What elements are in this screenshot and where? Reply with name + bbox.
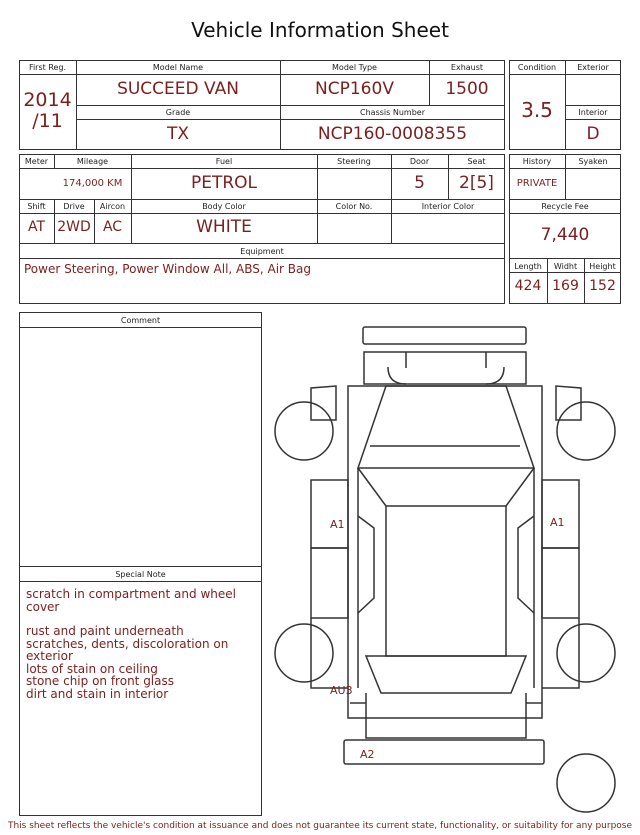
drive-value: 2WD: [57, 219, 91, 235]
length-value: 424: [514, 278, 542, 294]
special-note-label: Special Note: [115, 570, 166, 579]
first-reg-month: /11: [32, 110, 63, 132]
steering-label: Steering: [337, 157, 371, 166]
door-label: Door: [409, 157, 430, 166]
right-front-door: [542, 480, 579, 548]
syaken-label: Syaken: [578, 157, 608, 166]
fuel-value: PETROL: [190, 173, 258, 193]
exhaust-value: 1500: [445, 79, 489, 99]
special-note-line: exterior: [26, 649, 73, 663]
history-label: History: [522, 157, 552, 166]
chassis-number-label: Chassis Number: [360, 108, 425, 117]
roof: [386, 506, 506, 656]
interior-value: D: [586, 124, 600, 144]
recycle-fee-label: Recycle Fee: [541, 202, 589, 211]
left-front-door: [311, 480, 348, 548]
pillar-lines: [358, 468, 534, 688]
car-damage-diagram: [266, 318, 626, 818]
equipment-label: Equipment: [240, 247, 284, 256]
back-door: [366, 693, 526, 738]
height-value: 152: [589, 278, 616, 294]
special-note-line: scratches, dents, discoloration on: [26, 636, 229, 651]
rear-quarters: [311, 618, 579, 688]
side-windows: [358, 516, 534, 613]
mileage-label: Mileage: [76, 157, 109, 166]
height-label: Height: [589, 262, 616, 271]
condition-label: Condition: [517, 63, 557, 72]
grille-lines: [406, 352, 486, 368]
drive-label: Drive: [63, 202, 85, 211]
rear-glass: [366, 656, 526, 693]
seat-label: Seat: [467, 157, 486, 166]
right-rear-wheel: [557, 624, 615, 682]
right-front-wheel: [557, 402, 615, 460]
left-front-wheel: [275, 402, 333, 460]
meter-label: Meter: [24, 157, 49, 166]
body-color-value: WHITE: [196, 217, 252, 237]
seat-value: 2[5]: [459, 173, 494, 193]
shift-label: Shift: [27, 202, 46, 211]
front-glass: [358, 468, 534, 506]
body-color-label: Body Color: [202, 202, 246, 211]
special-note-line: scratch in compartment and wheel cover: [26, 587, 236, 614]
shift-value: AT: [27, 219, 46, 235]
body-outline: [348, 386, 542, 718]
special-note-line: lots of stain on ceiling: [26, 661, 158, 676]
chassis-number-value: NCP160-0008355: [317, 124, 468, 144]
first-reg-year: 2014: [23, 89, 72, 111]
door-value: 5: [414, 173, 425, 193]
special-note-line: stone chip on front glass: [26, 674, 175, 688]
model-name-value: SUCCEED VAN: [117, 79, 239, 99]
damage-mark-left-rear: AU3: [330, 684, 353, 697]
history-value: PRIVATE: [516, 178, 558, 189]
interior-label: Interior: [578, 108, 608, 117]
disclaimer-footer: This sheet reflects the vehicle's condition at issuance and does not guarantee its current state, functionality, or suitability for any purpose: [7, 821, 633, 831]
color-no-label: Color No.: [335, 202, 373, 211]
special-note-list: [26, 588, 258, 700]
right-rear-door: [542, 548, 579, 618]
comment-label: Comment: [120, 316, 161, 325]
left-front-fender: [311, 386, 336, 420]
condition-value: 3.5: [521, 98, 553, 122]
grade-value: TX: [166, 124, 190, 144]
first-reg-label: First Reg.: [28, 63, 67, 72]
damage-mark-rear-bumper: A2: [360, 748, 375, 761]
left-rear-wheel: [275, 624, 333, 682]
equipment-value: Power Steering, Power Window All, ABS, Air Bag: [24, 262, 312, 276]
fuel-label: Fuel: [215, 157, 233, 166]
special-note-line: dirt and stain in interior: [26, 686, 169, 701]
model-name-label: Model Name: [152, 63, 204, 72]
page-title: Vehicle Information Sheet: [191, 18, 449, 42]
width-value: 169: [552, 278, 579, 294]
length-label: Length: [514, 262, 542, 271]
damage-mark-left-side: A1: [330, 518, 345, 531]
windshield-area: [358, 386, 534, 468]
aircon-value: AC: [102, 219, 123, 235]
interior-color-label: Interior Color: [421, 202, 475, 211]
special-note-line: rust and paint underneath: [26, 624, 184, 638]
width-label: Widht: [553, 262, 578, 271]
grade-label: Grade: [165, 108, 191, 117]
left-rear-door: [311, 548, 348, 618]
model-type-label: Model Type: [332, 63, 377, 72]
headlights: [388, 367, 504, 384]
model-type-value: NCP160V: [315, 79, 394, 99]
mileage-value: 174,000 KM: [62, 178, 123, 189]
damage-mark-right-side: A1: [550, 516, 565, 529]
recycle-fee-value: 7,440: [540, 225, 590, 245]
exterior-label: Exterior: [577, 63, 609, 72]
spare-wheel: [557, 754, 615, 812]
front-bumper: [363, 327, 526, 344]
exhaust-label: Exhaust: [450, 63, 484, 72]
aircon-label: Aircon: [99, 202, 126, 211]
